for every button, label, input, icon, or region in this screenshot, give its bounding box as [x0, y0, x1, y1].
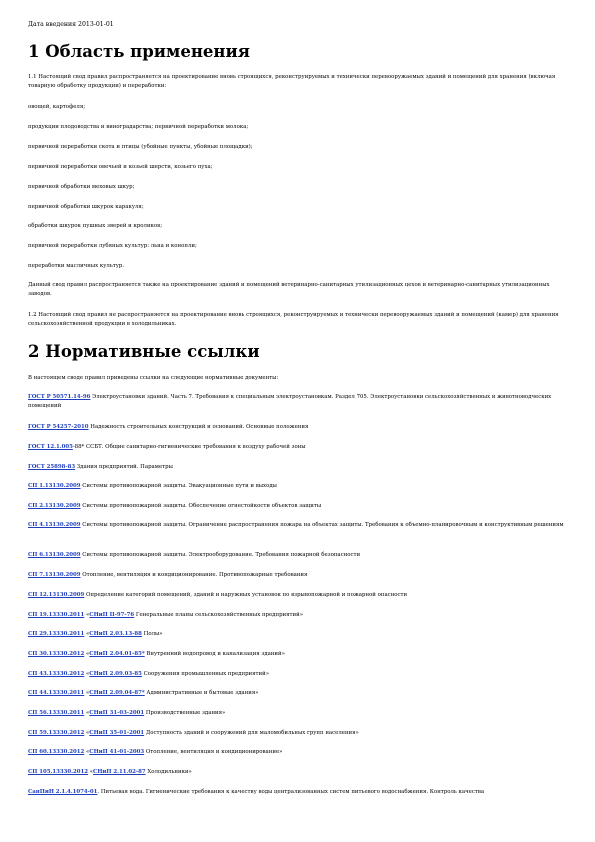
reference-text: Системы противопожарной защиты. Электрооборудование. Требования пожарной безопасности	[80, 552, 361, 558]
reference-text: Надежность строительных конструкций и оснований. Основные положения	[88, 424, 309, 430]
document-link[interactable]: СНиП 31-03-2001	[89, 710, 145, 716]
section-1-paragraph: переработки масличных культур.	[28, 263, 125, 269]
document-link[interactable]: СП 4.13130.2009	[28, 522, 81, 528]
reference-text: Отопление, вентиляция и кондиционирование. Противопожарные требования	[80, 572, 308, 578]
reference-text: «	[84, 612, 90, 618]
document-link[interactable]: ГОСТ 12.1.005	[28, 444, 73, 450]
document-link[interactable]: СП 1.13130.2009	[28, 483, 81, 489]
reference-item	[28, 748, 568, 757]
document-link[interactable]: СП 7.13130.2009	[28, 572, 81, 578]
reference-text: Холодильники»	[145, 769, 192, 775]
document-link[interactable]: СНиП 35-01-2001	[89, 730, 145, 736]
reference-item	[28, 729, 568, 738]
section-1-paragraph: первичной переработки овечьей и козьей шерсти, козьего пуха;	[28, 164, 213, 170]
section-2-title: 2 Нормативные ссылки	[28, 342, 260, 361]
section-1-paragraph: Данный свод правил распространяется также на проектирование зданий и помещений ветеринарно-санитарных утилизационных цехов и ветеринарно-санитарных утилизационных заводов.	[28, 282, 550, 297]
document-link[interactable]: СНиП 2.09.03-85	[89, 671, 142, 677]
document-link[interactable]: СП 44.13330.2011	[28, 690, 85, 696]
document-link[interactable]: СНиП 41-01-2003	[89, 749, 145, 755]
reference-text: «	[84, 651, 90, 657]
document-link[interactable]: СП 60.13330.2012	[28, 749, 85, 755]
reference-text: «	[84, 710, 90, 716]
document-link[interactable]: ГОСТ Р 50571.14-96	[28, 394, 91, 400]
reference-item	[28, 423, 568, 432]
reference-item	[28, 630, 568, 639]
document-link[interactable]: СП 2.13130.2009	[28, 503, 81, 509]
document-link[interactable]: СНиП II-97-76	[89, 612, 135, 618]
reference-item	[28, 709, 568, 718]
reference-item	[28, 591, 568, 600]
document-link[interactable]: СНиП 2.09.04-87*	[89, 690, 145, 696]
section-1-paragraph: 1.2 Настоящий свод правил не распространяется на проектирование вновь строящихся, реконструируемых и технически перевооружаемых зданий и помещений (камер) для хранения сельскохозяйственной продукции в холодильниках.	[28, 312, 559, 327]
document-link[interactable]: СП 43.13330.2012	[28, 671, 85, 677]
reference-text: Здания предприятий. Параметры	[75, 464, 173, 470]
reference-text: Внутренний водопровод и канализация зданий»	[144, 651, 285, 657]
intro-date: Дата введения 2013-01-01	[28, 21, 114, 28]
reference-item	[28, 393, 568, 411]
reference-text: Определение категорий помещений, зданий и наружных установок по взрывопожарной и пожарной опасности	[84, 592, 408, 598]
reference-item	[28, 670, 568, 679]
document-link[interactable]: СП 29.13330.2011	[28, 631, 85, 637]
reference-text: Доступность зданий и сооружений для маломобильных групп населения»	[144, 730, 359, 736]
reference-text: Генеральные планы сельскохозяйственных предприятий»	[134, 612, 304, 618]
reference-text: «	[84, 690, 90, 696]
document-link[interactable]: СП 6.13130.2009	[28, 552, 81, 558]
section-1-paragraph: первичной обработки меховых шкур;	[28, 184, 135, 190]
reference-text: «	[84, 671, 90, 677]
document-link[interactable]: ГОСТ Р 54257-2010	[28, 424, 89, 430]
document-link[interactable]: СНиП 2.11.02-87	[93, 769, 146, 775]
document-link[interactable]: СП 19.13330.2011	[28, 612, 85, 618]
section-2-intro: В настоящем своде правил приведены ссылки на следующие нормативные документы:	[28, 375, 279, 381]
document-link[interactable]: СНиП 2.03.13-88	[89, 631, 142, 637]
reference-text: Полы»	[141, 631, 163, 637]
reference-text: Административные и бытовые здания»	[144, 690, 259, 696]
document-link[interactable]: СанПиН 2.1.4.1074-01	[28, 789, 98, 795]
reference-text: «	[88, 769, 94, 775]
reference-text: Электроустановки зданий. Часть 7. Требования к специальным электроустановкам. Раздел 705. Электроустановки сельскохозяйственных и животноводческих помещений	[28, 394, 552, 409]
reference-item	[28, 521, 568, 530]
reference-text: Производственные здания»	[144, 710, 226, 716]
section-1-paragraph: первичной обработки шкурок каракуля;	[28, 204, 144, 210]
reference-item	[28, 482, 568, 491]
document-link[interactable]: СП 59.13330.2012	[28, 730, 85, 736]
reference-item	[28, 650, 568, 659]
reference-text: «	[84, 631, 90, 637]
document-link[interactable]: СП 30.13330.2012	[28, 651, 85, 657]
reference-item	[28, 551, 568, 560]
reference-text: «	[84, 749, 90, 755]
document-link[interactable]: СП 12.13130.2009	[28, 592, 85, 598]
section-1-title: 1 Область применения	[28, 42, 250, 61]
reference-item	[28, 502, 568, 511]
reference-item	[28, 788, 568, 797]
document-link[interactable]: СП 105.13330.2012	[28, 769, 89, 775]
reference-text: Системы противопожарной защиты. Обеспечение огнестойкости объектов защиты	[80, 503, 322, 509]
section-1-paragraph: первичной переработки лубяных культур: льна и конопли;	[28, 243, 197, 249]
section-1-paragraph: первичной переработки скота и птицы (убойные пункты, убойные площадки);	[28, 144, 253, 150]
section-1-paragraph: овощей, картофеля;	[28, 104, 86, 110]
reference-item	[28, 689, 568, 698]
document-link[interactable]: СП 56.13330.2011	[28, 710, 85, 716]
reference-item	[28, 463, 568, 472]
reference-item	[28, 571, 568, 580]
reference-text: Отопление, вентиляция и кондиционирование»	[144, 749, 283, 755]
section-1-paragraph: обработки шкурок пушных зверей и кроликов;	[28, 223, 163, 229]
section-1-paragraph: продукции плодоводства и виноградарства; первичной переработки молока;	[28, 124, 249, 130]
reference-text: Системы противопожарной защиты. Эвакуационные пути и выходы	[80, 483, 277, 489]
section-1-paragraph: 1.1 Настоящий свод правил распространяется на проектирование вновь строящихся, реконструируемых и технически перевооружаемых зданий и помещений для хранения (включая товарную обработку продукции) и переработки:	[28, 74, 556, 89]
reference-text: . Питьевая вода. Гигиенические требования к качеству воды централизованных систем питьевого водоснабжения. Контроль качества	[97, 789, 485, 795]
reference-item	[28, 443, 568, 452]
document-link[interactable]: ГОСТ 25898-83	[28, 464, 76, 470]
reference-text: Системы противопожарной защиты. Ограничение распространения пожара на объектах защиты. Требования к объемно-планировочным и конструктивным решениям	[80, 522, 564, 528]
reference-item	[28, 611, 568, 620]
reference-text: «	[84, 730, 90, 736]
reference-text: -88* ССБТ. Общие санитарно-гигиенические требования к воздуху рабочей зоны	[72, 444, 306, 450]
reference-text: Сооружения промышленных предприятий»	[141, 671, 269, 677]
reference-item	[28, 768, 568, 777]
document-link[interactable]: СНиП 2.04.01-85*	[89, 651, 145, 657]
